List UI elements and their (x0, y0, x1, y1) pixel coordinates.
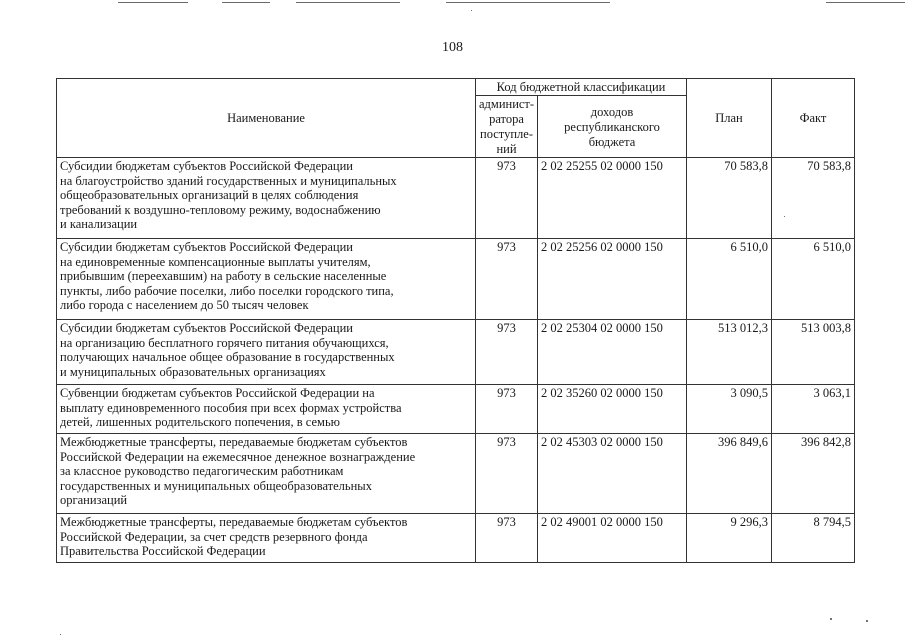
row-name: Межбюджетные трансферты, передаваемые бюджетам субъектов Российской Федерации, за счет средств резервного фонда Правительства Российской Федерации (57, 514, 476, 563)
scan-speck (784, 216, 785, 217)
header-plan: План (687, 79, 772, 158)
header-name: Наименование (57, 79, 476, 158)
scan-rule (826, 2, 905, 3)
row-admin-code: 973 (476, 514, 538, 563)
row-admin-code: 973 (476, 320, 538, 385)
scan-speck (471, 10, 472, 11)
row-plan: 396 849,6 (687, 434, 772, 514)
scan-speck (60, 634, 61, 635)
row-plan: 513 012,3 (687, 320, 772, 385)
row-budget-code: 2 02 25256 02 0000 150 (538, 239, 687, 320)
scan-speck (830, 618, 832, 620)
row-name: Субсидии бюджетам субъектов Российской Федерации на единовременные компенсационные выплаты учителям, прибывшим (переехавшим) на работу в сельские населенные пункты, либо рабочие поселки, либо поселки городского типа, либо города с населением до 50 тысяч человек (57, 239, 476, 320)
row-name: Субсидии бюджетам субъектов Российской Федерации на благоустройство зданий государственных и муниципальных общеобразовательных организаций в целях соблюдения требований к воздушно-тепловому режиму, водоснабжению и канализации (57, 158, 476, 239)
row-admin-code: 973 (476, 385, 538, 434)
row-admin-code: 973 (476, 239, 538, 320)
row-plan: 9 296,3 (687, 514, 772, 563)
scan-rule (118, 2, 188, 3)
header-fact: Факт (772, 79, 855, 158)
table-row (57, 320, 855, 385)
row-name: Субвенции бюджетам субъектов Российской Федерации на выплату единовременного пособия при всех формах устройства детей, лишенных родительского попечения, в семью (57, 385, 476, 434)
table-row (57, 385, 855, 434)
row-budget-code: 2 02 25255 02 0000 150 (538, 158, 687, 239)
table-row (57, 239, 855, 320)
row-budget-code: 2 02 25304 02 0000 150 (538, 320, 687, 385)
header-revenue: доходов республиканского бюджета (538, 96, 687, 158)
row-fact: 6 510,0 (772, 239, 855, 320)
row-fact: 396 842,8 (772, 434, 855, 514)
budget-table (56, 78, 855, 563)
row-fact: 8 794,5 (772, 514, 855, 563)
row-budget-code: 2 02 35260 02 0000 150 (538, 385, 687, 434)
row-budget-code: 2 02 45303 02 0000 150 (538, 434, 687, 514)
page-number: 108 (442, 40, 463, 55)
table-row (57, 158, 855, 239)
row-budget-code: 2 02 49001 02 0000 150 (538, 514, 687, 563)
scan-speck (866, 620, 868, 622)
row-plan: 6 510,0 (687, 239, 772, 320)
header-budget-code-group: Код бюджетной классификации (476, 79, 687, 96)
row-fact: 513 003,8 (772, 320, 855, 385)
row-fact: 3 063,1 (772, 385, 855, 434)
row-plan: 70 583,8 (687, 158, 772, 239)
table-row (57, 434, 855, 514)
row-plan: 3 090,5 (687, 385, 772, 434)
row-name: Субсидии бюджетам субъектов Российской Федерации на организацию бесплатного горячего питания обучающихся, получающих начальное общее образование в государственных и муниципальных образовательных организациях (57, 320, 476, 385)
row-admin-code: 973 (476, 434, 538, 514)
row-fact: 70 583,8 (772, 158, 855, 239)
row-admin-code: 973 (476, 158, 538, 239)
scan-rule (296, 2, 400, 3)
scan-rule (222, 2, 270, 3)
scan-rule (446, 2, 610, 3)
row-name: Межбюджетные трансферты, передаваемые бюджетам субъектов Российской Федерации на ежемесячное денежное вознаграждение за классное руководство педагогическим работникам государственных и муниципальных общеобразовательных организаций (57, 434, 476, 514)
table-row (57, 514, 855, 563)
header-admin: админист- ратора поступле- ний (476, 96, 538, 158)
